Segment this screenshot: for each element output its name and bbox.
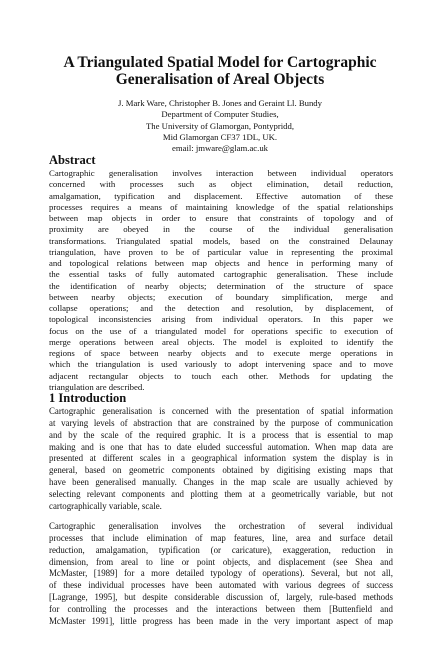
abstract-line: between nearby objects; execution of boundary simplification, merge and [49, 291, 393, 302]
affiliation-line: Mid Glamorgan CF37 1DL, UK. [162, 131, 278, 142]
abstract-line: and topological relations between map objects and hence in performing many of [49, 258, 393, 268]
body-line: [Lagrange, 1995], but despite considerable discussion of, largely, rule-based methods [49, 592, 393, 603]
body-line: selecting relevant components and plotting them at a geometrically variable, but not [49, 488, 393, 499]
body-line: making and is one that has to date eluded successful automation. When map data are [49, 441, 393, 452]
abstract-line: focus on the use of a triangulated model for operations specific to execution of [49, 325, 393, 336]
title-line: A Triangulated Spatial Model for Cartographic [63, 54, 377, 71]
affiliation-line: The University of Glamorgan, Pontypridd, [146, 120, 294, 131]
abstract-heading: Abstract [49, 153, 96, 167]
body-line: reduction, amalgamation, typification (or caricature), exaggeration, reduction in [49, 544, 393, 555]
introduction-paragraph-1 [49, 406, 393, 513]
author-email: email: jmware@glam.ac.uk [171, 143, 269, 154]
introduction-paragraph-2 [49, 521, 393, 628]
body-line: processes that include elimination of map features, line, area and surface detail [49, 532, 393, 543]
abstract-line: Cartographic generalisation involves interaction between individual operators [49, 168, 393, 178]
body-line: and by the scale of the required graphic. It is a process that is essential to map [49, 429, 393, 440]
abstract-line: the essential tasks of fully automated cartographic generalisation. These include [49, 269, 393, 280]
abstract-line: concerned with processes such as object elimination, detail reduction, [49, 179, 393, 190]
body-line: dimension, from areal to line or point objects, and displacement (see Shea and [49, 556, 393, 567]
abstract-line: the identification of nearby objects; determination of the structure of space [49, 280, 393, 291]
abstract-line: merge operations between areal objects. The model is exploited to identify the [49, 336, 393, 347]
body-line: of these individual processes have been automated with various degrees of success [49, 580, 393, 591]
body-line: general, based on geometric components obtained by digitising existing maps that [49, 465, 393, 476]
abstract-line: triangulation, have proven to be of particular value in representing the proximal [49, 246, 393, 257]
abstract-line: triangulation are described. [49, 381, 145, 392]
abstract-body [49, 168, 393, 393]
introduction-heading: 1 Introduction [49, 391, 127, 405]
body-line: Cartographic generalisation is concerned with the presentation of spatial information [49, 406, 393, 416]
body-line: for controlling the processes and the interactions between them [Buttenfield and [49, 603, 393, 614]
title-line: Generalisation of Areal Objects [115, 71, 325, 88]
abstract-line: topological inconsistencies arising from individual operators. In this paper we [49, 314, 393, 325]
author-names: J. Mark Ware, Christopher B. Jones and Geraint Ll. Bundy [118, 98, 322, 108]
abstract-line: which the triangulation is used variously to adopt intervening space and to move [49, 359, 393, 370]
affiliation-line: Department of Computer Studies, [161, 109, 279, 120]
body-line: cartographically variable, scale. [49, 500, 162, 511]
body-line: at varying levels of abstraction that are constrained by the purpose of communication [49, 417, 393, 428]
body-line: Cartographic generalisation involves the orchestration of several individual [49, 521, 393, 531]
body-line: McMaster, [1989] for a more detailed typology of operations). Several, but not all, [49, 568, 393, 579]
abstract-line: regions of space between nearby objects and to execute merge operations in [49, 348, 393, 358]
abstract-line: proximity are obeyed in the course of the individual generalisation [49, 224, 393, 235]
abstract-line: between map objects in order to ensure that constraints of topology and of [49, 213, 393, 223]
body-line: McMaster 1991], little progress has been made in the very important aspect of map [49, 615, 393, 626]
author-block [20, 98, 420, 154]
abstract-line: adjacent rectangular objects to touch each other. Methods for updating the [49, 370, 393, 381]
abstract-line: collapse operations; and the detection and resolution, by displacement, of [49, 303, 393, 313]
abstract-line: amalgamation, typification and displacement. Effective automation of these [49, 190, 393, 201]
abstract-line: processes requires a means of maintaining knowledge of the spatial relationships [49, 201, 393, 212]
abstract-line: transformations. Triangulated spatial models, based on the constrained Delaunay [49, 235, 393, 246]
body-line: have been generalised manually. Changes in the map scale are usually achieved by [49, 477, 393, 488]
body-line: presented at different scales in a geographical information system the display is in [49, 453, 393, 464]
paper-title [20, 54, 420, 88]
